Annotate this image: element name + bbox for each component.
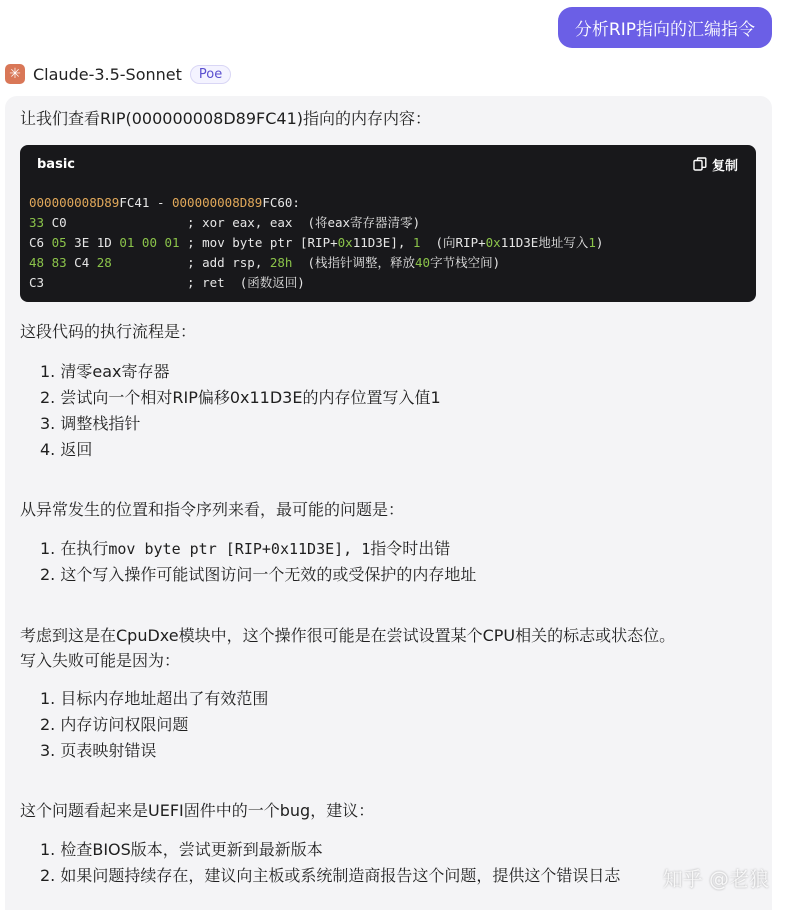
code-body [20,183,756,293]
list-item: 3. 页表映射错误 [40,741,157,760]
watermark: 知乎 @老狼 [662,867,769,891]
consider-line-2: 写入失败可能是因为： [20,651,181,670]
list-item: 3. 调整栈指针 [40,414,141,433]
reason-list [20,686,268,764]
list-item: 2. 如果问题持续存在，建议向主板或系统制造商报告这个问题，提供这个错误日志 [40,866,621,885]
flow-heading: 这段代码的执行流程是： [20,322,197,341]
list-item: 2. 这个写入操作可能试图访问一个无效的或受保护的内存地址 [40,565,477,584]
copy-label: 复制 [711,158,738,174]
code-line: C3 ; ret (函数返回) [29,275,305,290]
list-item: 1. 检查BIOS版本，尝试更新到最新版本 [40,840,323,859]
list-item: 1. 在执行mov byte ptr [RIP+0x11D3E], 1指令时出错 [40,539,451,558]
code-line: 000000008D89FC41 - 000000008D89FC60: [29,195,300,210]
code-line: 48 83 C4 28 ; add rsp, 28h (栈指针调整，释放40字节栈空间) [29,255,501,270]
consider-line-1: 考虑到这是在CpuDxe模块中，这个操作很可能是在尝试设置某个CPU相关的标志或状态位。 [20,626,676,645]
list-item: 1. 清零eax寄存器 [40,362,170,381]
problem-heading: 从异常发生的位置和指令序列来看，最可能的问题是： [20,500,405,519]
list-item: 1. 目标内存地址超出了有效范围 [40,689,269,708]
copy-button[interactable] [693,155,738,174]
claude-asterisk-icon: ✳ [5,64,25,84]
code-block [20,145,756,302]
list-item: 2. 尝试向一个相对RIP偏移0x11D3E的内存位置写入值1 [40,388,441,407]
list-item: 4. 返回 [40,440,93,459]
bot-header [5,64,231,84]
copy-icon [693,157,707,171]
bot-name[interactable]: Claude-3.5-Sonnet [33,64,182,84]
flow-list [20,359,441,463]
bot-message [5,96,772,910]
bug-heading: 这个问题看起来是UEFI固件中的一个bug，建议： [20,801,375,820]
code-line: C6 05 3E 1D 01 00 01 ; mov byte ptr [RIP+0x11D3E], 1 (向RIP+0x11D3E地址写入1) [29,235,604,250]
code-header [20,145,756,183]
intro-text: 让我们查看RIP(000000008D89FC41)指向的内存内容： [20,109,432,128]
user-message-text: 分析RIP指向的汇编指令 [574,20,755,40]
advice-list [20,837,620,889]
bot-badge: Poe [190,65,231,84]
user-message-bubble [558,7,772,48]
code-language: basic [37,156,75,172]
inline-code: mov byte ptr [RIP+0x11D3E], 1 [108,540,371,558]
list-item: 2. 内存访问权限问题 [40,715,189,734]
code-line: 33 C0 ; xor eax, eax (将eax寄存器清零) [29,215,421,230]
problem-list [20,536,476,588]
